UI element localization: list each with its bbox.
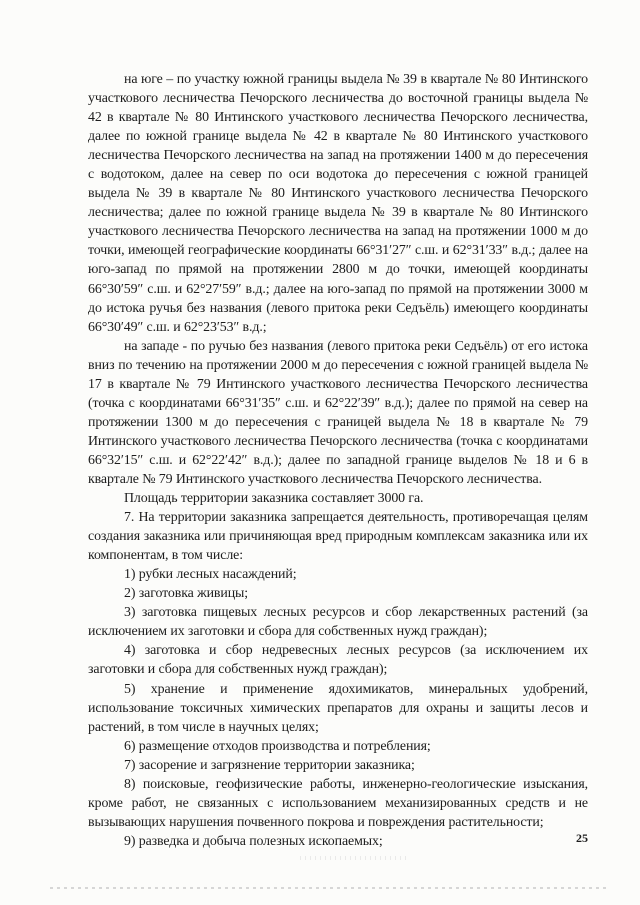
list-item-7: 7) засорение и загрязнение территории заказника; (124, 757, 415, 773)
list-item-1: 1) рубки лесных насаждений; (124, 567, 297, 583)
paragraph-area: Площадь территории заказника составляет 3000 га. (124, 491, 424, 507)
list-item-4: 4) заготовка и сбор недревесных лесных ресурсов (за исключением их заготовки и сбора для собственных нужд граждан); (88, 643, 588, 678)
list-item-6: 6) размещение отходов производства и потребления; (124, 738, 431, 754)
list-item-3: 3) заготовка пищевых лесных ресурсов и сбор лекарственных растений (за исключением их заготовки и сбора для собственных нужд граждан); (88, 605, 588, 640)
paragraph-west-boundary: на западе - по ручью без названия (левого притока реки Седъёль) от его истока вниз по течению на протяжении 2000 м до пересечения с южной границей выдела № 17 в квартале № 79 Интинского участкового лесничества Печорского лесничества (точка с координатами 66°31′35″ с.ш. и 62°22′39″ в.д.); далее по прямой на север на протяжении 1300 м до пересечения с границей выдела № 18 в квартале № 79 Интинского участкового лесничества Печорского лесничества (точка с координатами 66°32′15″ с.ш. и 62°22′42″ в.д.); далее по западной границе выделов № 18 и 6 в квартале № 79 Интинского участкового лесничества Печорского лесничества. (88, 338, 588, 487)
paragraph-south-boundary: на юге – по участку южной границы выдела № 39 в квартале № 80 Интинского участкового лесничества Печорского лесничества до восточной границы выдела № 42 в квартале № 80 Интинского участкового лесничества Печорского лесничества, далее по южной границе выдела № 42 в квартале № 80 Интинского участкового лесничества Печорского лесничества на запад на протяжении 1400 м до пересечения с водотоком, далее на север по оси водотока до пересечения с южной границей выдела № 39 в квартале № 80 Интинского участкового лесничества Печорского лесничества; далее по южной границе выдела № 39 в квартале № 80 Интинского участкового лесничества Печорского лесничества на запад на протяжении 1000 м до точки, имеющей географические координаты 66°31′27″ с.ш. и 62°31′33″ в.д.; далее на юго-запад по прямой на протяжении 2800 м до точки, имеющей координаты 66°30′59″ с.ш. и 62°27′59″ в.д.; далее на юго-запад по прямой на протяжении 3000 м до истока ручья без названия (левого притока реки Седъёль) имеющего координаты 66°30′49″ с.ш. и 62°23′53″ в.д.; (88, 72, 588, 335)
list-item-2: 2) заготовка живицы; (124, 586, 249, 602)
document-body (88, 70, 588, 851)
paragraph-prohibitions-intro: 7. На территории заказника запрещается деятельность, противоречащая целям создания заказника или причиняющая вред природным комплексам заказника или их компонентам, в том числе: (88, 510, 588, 564)
list-item-8: 8) поисковые, геофизические работы, инженерно-геологические изыскания, кроме работ, не связанных с использованием механизированных средств и не вызывающих нарушения почвенного покрова и повреждения растительности; (88, 776, 588, 830)
scan-artifact (300, 856, 410, 860)
scan-edge-artifact (50, 887, 610, 889)
page-number: 25 (576, 831, 588, 845)
list-item-9: 9) разведка и добыча полезных ископаемых; (124, 833, 383, 849)
list-item-5: 5) хранение и применение ядохимикатов, минеральных удобрений, использование токсичных химических препаратов для охраны и защиты лесов и растений, в том числе в научных целях; (88, 681, 588, 735)
